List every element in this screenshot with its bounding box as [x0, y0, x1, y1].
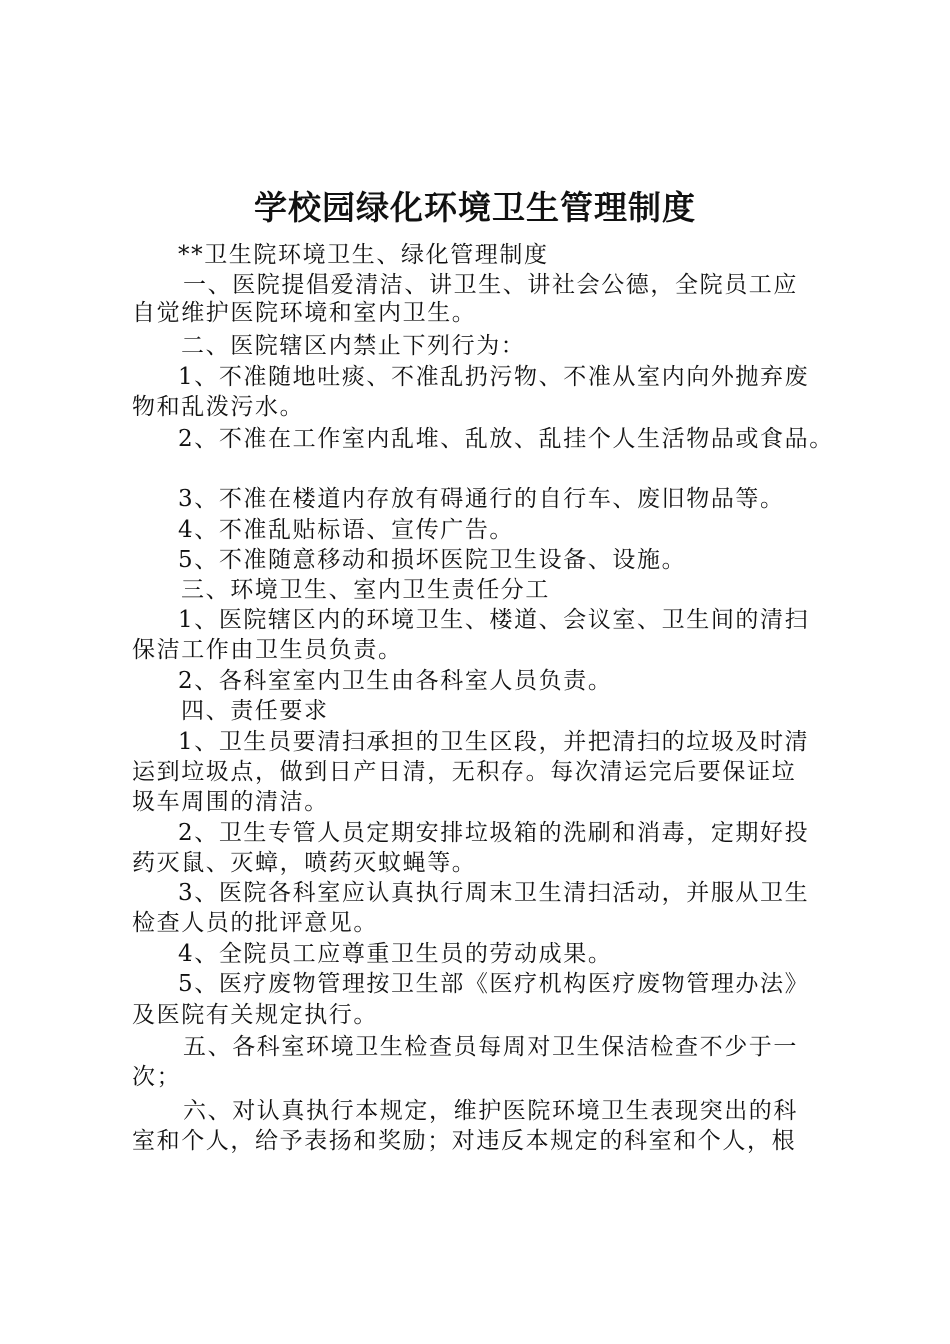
document-title: 学校园绿化环境卫生管理制度 [254, 188, 696, 227]
text-line: 3、不准在楼道内存放有碍通行的自行车、废旧物品等。 [178, 486, 785, 512]
text-line: 四、责任要求 [181, 698, 329, 724]
text-line: 2、各科室室内卫生由各科室人员负责。 [178, 668, 613, 694]
text-line: 五、各科室环境卫生检查员每周对卫生保洁检查不少于一 [183, 1034, 798, 1060]
text-line: 1、医院辖区内的环境卫生、楼道、会议室、卫生间的清扫 [178, 607, 810, 633]
text-line: 4、全院员工应尊重卫生员的劳动成果。 [178, 941, 613, 967]
text-line: 1、不准随地吐痰、不准乱扔污物、不准从室内向外抛弃废 [178, 364, 810, 390]
text-line: 物和乱泼污水。 [132, 394, 305, 420]
text-line: **卫生院环境卫生、绿化管理制度 [178, 242, 549, 268]
text-line: 圾车周围的清洁。 [132, 789, 329, 815]
text-line: 三、环境卫生、室内卫生责任分工 [181, 577, 550, 603]
text-line: 3、医院各科室应认真执行周末卫生清扫活动，并服从卫生 [178, 880, 810, 906]
text-line: 室和个人，给予表扬和奖励；对违反本规定的科室和个人，根 [132, 1128, 797, 1154]
text-line: 药灭鼠、灭蟑，喷药灭蚊蝇等。 [132, 850, 477, 876]
text-line: 六、对认真执行本规定，维护医院环境卫生表现突出的科 [183, 1098, 798, 1124]
text-line: 保洁工作由卫生员负责。 [132, 637, 403, 663]
text-line: 1、卫生员要清扫承担的卫生区段，并把清扫的垃圾及时清 [178, 729, 810, 755]
text-line: 5、不准随意移动和损坏医院卫生设备、设施。 [178, 547, 687, 573]
text-line: 自觉维护医院环境和室内卫生。 [132, 300, 477, 326]
text-line: 5、医疗废物管理按卫生部《医疗机构医疗废物管理办法》 [178, 971, 810, 997]
text-line: 2、卫生专管人员定期安排垃圾箱的洗刷和消毒，定期好投 [178, 820, 810, 846]
text-line: 2、不准在工作室内乱堆、乱放、乱挂个人生活物品或食品。 [178, 426, 834, 452]
text-line: 二、医院辖区内禁止下列行为： [181, 333, 526, 359]
text-line: 4、不准乱贴标语、宣传广告。 [178, 517, 515, 543]
text-line: 次； [132, 1064, 182, 1090]
text-line: 一、医院提倡爱清洁、讲卫生、讲社会公德，全院员工应 [183, 272, 798, 298]
text-line: 检查人员的批评意见。 [132, 910, 378, 936]
text-line: 及医院有关规定执行。 [132, 1002, 378, 1028]
text-line: 运到垃圾点，做到日产日清，无积存。每次清运完后要保证垃 [132, 759, 797, 785]
